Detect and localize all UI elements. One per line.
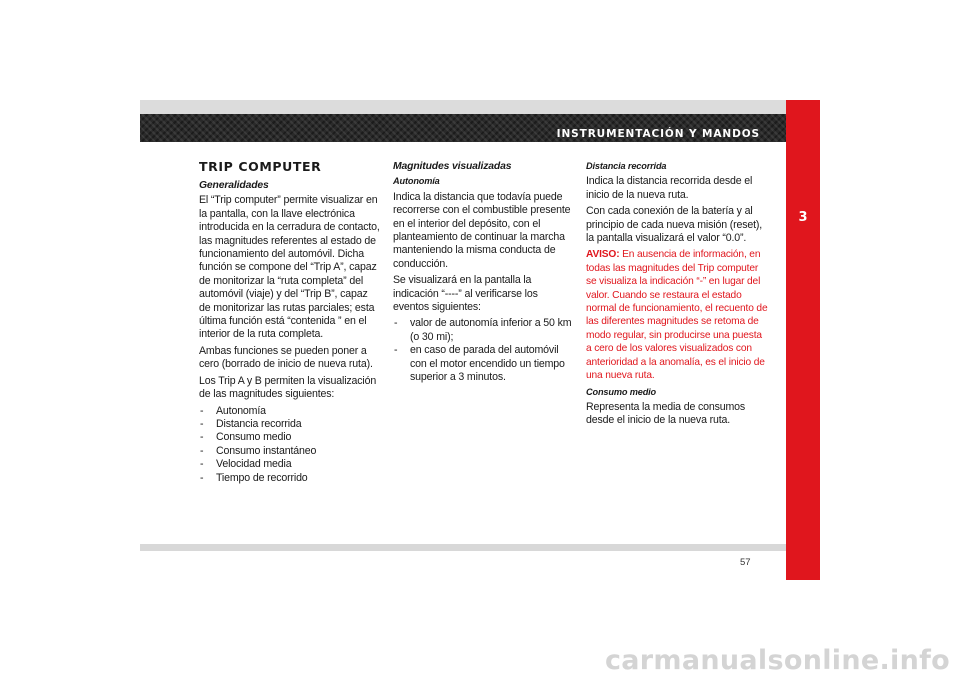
list-item: - Consumo medio xyxy=(199,431,381,444)
warning-text: En ausencia de información, en todas las magnitudes del Trip computer se visualiza la indicación “-” en lugar del valor. Cuando se restaura el estado normal de funcionamiento, el recuento de las diferentes magnitudes se retoma de modo regular, sin producirse una puesta a cero de los valores visualizados con anterioridad a la anomalía, es el inicio de una nueva ruta. xyxy=(586,249,768,382)
chapter-number: 3 xyxy=(798,210,808,225)
subtitle-generalidades: Generalidades xyxy=(199,180,269,191)
page-title: TRIP COMPUTER xyxy=(199,159,322,174)
paragraph: Indica la distancia que todavía puede recorrerse con el combustible presente en el interior del depósito, con el planteamiento de continuar la marcha manteniendo la misma conducta de conducción. xyxy=(393,190,571,270)
warning-note xyxy=(586,248,770,382)
paragraph: Indica la distancia recorrida desde el inicio de la nueva ruta. xyxy=(586,175,753,201)
list-item: - Distancia recorrida xyxy=(199,418,381,431)
column-trip-computer xyxy=(199,160,381,485)
events-list xyxy=(393,317,573,384)
chapter-tab xyxy=(786,100,820,580)
list-item: - Tiempo de recorrido xyxy=(199,472,381,485)
paragraph: Con cada conexión de la batería y al principio de cada nueva misión (reset), la pantalla visualizará el valor “0.0”. xyxy=(586,205,763,245)
paragraph: Representa la media de consumos desde el inicio de la nueva ruta. xyxy=(586,400,746,427)
subtitle-distancia: Distancia recorrida xyxy=(586,161,667,171)
magnitudes-list xyxy=(199,405,381,485)
bottom-grey-bar xyxy=(140,544,786,551)
paragraph: Los Trip A y B permiten la visualización de las magnitudes siguientes: xyxy=(199,374,377,401)
warning-label: AVISO: xyxy=(586,249,620,261)
section-heading: Magnitudes visualizadas xyxy=(393,161,512,172)
column-magnitudes xyxy=(393,160,573,385)
list-item: - en caso de parada del automóvil con el motor encendido un tiempo superior a 3 minutos. xyxy=(393,344,573,384)
column-distancia xyxy=(586,160,770,431)
page-number: 57 xyxy=(740,557,751,568)
paragraph: El “Trip computer” permite visualizar en la pantalla, con la llave electrónica introducida en la cerradura de contacto, las magnitudes referentes al estado de funcionamiento del automóvil. Dicha función se compone del “Trip A”, capaz de monitorizar la “ruta completa” del automóvil (viaje) y del “Trip B”, capaz de monitorizar las rutas parciales; esta última función está “contenida ” en el interior de la ruta completa. xyxy=(199,194,380,341)
paragraph: Ambas funciones se pueden poner a cero (borrado de inicio de nueva ruta). xyxy=(199,344,373,371)
list-item: - valor de autonomía inferior a 50 km (o 30 mi); xyxy=(393,317,573,344)
section-header-band xyxy=(140,114,786,142)
section-header-title: INSTRUMENTACIÓN Y MANDOS xyxy=(556,128,760,140)
top-grey-strip xyxy=(140,100,786,114)
paragraph: Se visualizará en la pantalla la indicación “----” al verificarse los eventos siguientes: xyxy=(393,274,538,314)
list-item: - Autonomía xyxy=(199,405,381,418)
list-item: - Consumo instantáneo xyxy=(199,445,381,458)
subtitle-autonomia: Autonomía xyxy=(393,176,440,187)
subtitle-consumo-medio: Consumo medio xyxy=(586,386,657,397)
list-item: - Velocidad media xyxy=(199,458,381,471)
watermark: carmanualsonline.info xyxy=(604,645,950,676)
